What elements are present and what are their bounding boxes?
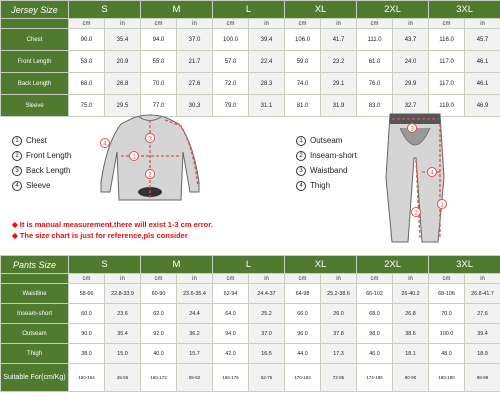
table-cell: 64-98: [285, 284, 321, 304]
pants-size-table: [0, 255, 500, 392]
unit-label: cm: [213, 274, 249, 284]
legend-label: Thigh: [310, 181, 331, 190]
unit-label: cm: [357, 274, 393, 284]
row-label: Front Length: [1, 51, 69, 73]
table-cell: 90.0: [69, 324, 105, 344]
size-label: S: [69, 1, 141, 19]
unit-label: in: [177, 274, 213, 284]
note-text: It is manual measurement,there will exist 1-3 cm error.: [19, 220, 213, 229]
unit-label: cm: [141, 274, 177, 284]
table-cell: 46.1: [465, 73, 500, 95]
diamond-icon: ◆: [12, 220, 18, 229]
table-cell: 79.0: [213, 95, 249, 117]
suitable-cell: 80-90: [393, 364, 429, 392]
table-cell: 46.1: [465, 51, 500, 73]
table-cell: 46.9: [465, 95, 500, 117]
number-circle-icon: 1: [296, 136, 306, 146]
row-label: Outseam: [1, 324, 69, 344]
table-cell: 92.0: [141, 324, 177, 344]
table-cell: 46.0: [357, 344, 393, 364]
svg-text:4: 4: [103, 141, 107, 148]
table-cell: 60.0: [69, 304, 105, 324]
jersey-size-table: [0, 0, 500, 117]
table-title: Pants Size: [1, 256, 69, 274]
table-cell: 45.7: [465, 29, 500, 51]
unit-label: in: [465, 19, 500, 29]
suitable-cell: 174-185: [357, 364, 393, 392]
table-cell: 38.0: [69, 344, 105, 364]
table-row: [1, 344, 500, 364]
table-cell: 48.0: [429, 344, 465, 364]
suitable-cell: 180-190: [429, 364, 465, 392]
table-cell: 62.0: [141, 304, 177, 324]
table-cell: 111.0: [357, 29, 393, 51]
table-cell: 100.0: [429, 324, 465, 344]
table-cell: 25.2: [249, 304, 285, 324]
pants-marker-2: [412, 208, 421, 217]
unit-row-label: [1, 19, 69, 29]
unit-label: in: [249, 274, 285, 284]
legend-label: Back Length: [26, 166, 71, 175]
table-cell: 66.0: [285, 304, 321, 324]
unit-label: cm: [357, 19, 393, 29]
row-label: Inseam-short: [1, 304, 69, 324]
row-label: Waistline: [1, 284, 69, 304]
table-cell: 94.0: [213, 324, 249, 344]
suitable-cell: 62-75: [249, 364, 285, 392]
pants-marker-4: [428, 168, 437, 177]
row-label: Sleeve: [1, 95, 69, 117]
legend-item: [12, 133, 71, 148]
table-cell: 62-94: [213, 284, 249, 304]
table-cell: 17.3: [321, 344, 357, 364]
table-cell: 64.0: [213, 304, 249, 324]
table-cell: 58-66: [69, 284, 105, 304]
unit-label: in: [105, 19, 141, 29]
legend-label: Waistband: [310, 166, 348, 175]
table-cell: 55.0: [141, 51, 177, 73]
unit-label: in: [465, 274, 500, 284]
legend-label: Chest: [26, 136, 47, 145]
svg-text:2: 2: [148, 172, 152, 179]
row-label: Thigh: [1, 344, 69, 364]
table-cell: 90.0: [69, 29, 105, 51]
table-cell: 44.0: [285, 344, 321, 364]
table-title: Jersey Size: [1, 1, 69, 19]
table-cell: 41.7: [321, 29, 357, 51]
legend-item: [12, 163, 71, 178]
table-cell: 24.4: [177, 304, 213, 324]
suitable-cell: 166-176: [213, 364, 249, 392]
table-cell: 27.6: [465, 304, 500, 324]
table-cell: 30.3: [177, 95, 213, 117]
table-cell: 74.0: [285, 73, 321, 95]
table-cell: 77.0: [141, 95, 177, 117]
legend-item: [296, 163, 357, 178]
unit-label: in: [393, 19, 429, 29]
table-cell: 59.0: [285, 51, 321, 73]
table-cell: 37.8: [321, 324, 357, 344]
table-cell: 15.7: [177, 344, 213, 364]
table-row: [1, 51, 500, 73]
table-cell: 116.0: [429, 29, 465, 51]
note-reference: [12, 230, 213, 241]
size-label: XL: [285, 1, 357, 19]
table-cell: 18.1: [393, 344, 429, 364]
size-header-row: [1, 256, 500, 274]
table-cell: 21.7: [177, 51, 213, 73]
unit-label: cm: [69, 19, 105, 29]
pants-measure-legend: [296, 133, 357, 193]
size-label: 3XL: [429, 256, 500, 274]
pants-illustration: [380, 108, 450, 248]
pants-table-body: [1, 256, 500, 392]
pants-marker-1: [438, 200, 447, 209]
unit-label: cm: [69, 274, 105, 284]
table-cell: 94.0: [141, 29, 177, 51]
note-measurement-error: [12, 219, 213, 230]
table-cell: 26-40.2: [393, 284, 429, 304]
size-label: XL: [285, 256, 357, 274]
size-label: S: [69, 256, 141, 274]
size-label: 3XL: [429, 1, 500, 19]
row-label: Back Length: [1, 73, 69, 95]
suitable-cell: 150-164: [69, 364, 105, 392]
table-row: [1, 29, 500, 51]
pants-marker-3: [408, 124, 417, 133]
table-cell: 26.8: [105, 73, 141, 95]
jersey-measure-legend: [12, 133, 71, 193]
unit-label: in: [177, 19, 213, 29]
table-cell: 70.0: [141, 73, 177, 95]
table-cell: 40.0: [141, 344, 177, 364]
unit-label: cm: [285, 274, 321, 284]
unit-label: in: [249, 19, 285, 29]
table-cell: 22.4: [249, 51, 285, 73]
number-circle-icon: 4: [12, 181, 22, 191]
size-header-row: [1, 1, 500, 19]
legend-item: [12, 178, 71, 193]
table-row: [1, 324, 500, 344]
jersey-marker-4: [101, 139, 110, 148]
table-cell: 39.4: [465, 324, 500, 344]
suitable-cell: 72-85: [321, 364, 357, 392]
suitable-cell: 45-55: [105, 364, 141, 392]
unit-label: cm: [429, 19, 465, 29]
table-cell: 31.9: [321, 95, 357, 117]
unit-row-label: [1, 274, 69, 284]
table-row: [1, 304, 500, 324]
unit-row: [1, 19, 500, 29]
table-cell: 32.7: [393, 95, 429, 117]
table-cell: 23.2: [321, 51, 357, 73]
number-circle-icon: 4: [296, 181, 306, 191]
table-cell: 22.8-33.9: [105, 284, 141, 304]
table-cell: 23.6: [105, 304, 141, 324]
legend-label: Sleeve: [26, 181, 51, 190]
legend-item: [296, 178, 357, 193]
table-cell: 26.8-41.7: [465, 284, 500, 304]
table-cell: 60-90: [141, 284, 177, 304]
suitable-cell: 55-62: [177, 364, 213, 392]
diamond-icon: ◆: [12, 231, 18, 240]
table-cell: 72.0: [213, 73, 249, 95]
legend-label: Front Length: [26, 151, 72, 160]
table-cell: 37.0: [177, 29, 213, 51]
table-cell: 68.0: [357, 304, 393, 324]
table-cell: 26.8: [393, 304, 429, 324]
table-cell: 119.0: [429, 95, 465, 117]
unit-label: in: [321, 19, 357, 29]
table-cell: 38.6: [393, 324, 429, 344]
svg-text:3: 3: [410, 126, 414, 133]
table-cell: 96.0: [285, 324, 321, 344]
table-cell: 75.0: [69, 95, 105, 117]
table-cell: 117.0: [429, 73, 465, 95]
suitable-cell: 170-182: [285, 364, 321, 392]
table-cell: 61.0: [357, 51, 393, 73]
table-cell: 70.0: [429, 304, 465, 324]
table-cell: 100.0: [213, 29, 249, 51]
unit-label: in: [393, 274, 429, 284]
size-label: L: [213, 1, 285, 19]
table-cell: 37.0: [249, 324, 285, 344]
table-cell: 29.1: [321, 73, 357, 95]
jersey-illustration: [95, 112, 205, 204]
unit-label: cm: [285, 19, 321, 29]
number-circle-icon: 1: [12, 136, 22, 146]
table-cell: 76.0: [357, 73, 393, 95]
number-circle-icon: 2: [296, 151, 306, 161]
table-cell: 29.5: [105, 95, 141, 117]
size-label: 2XL: [357, 1, 429, 19]
table-cell: 36.2: [177, 324, 213, 344]
jersey-marker-3: [146, 134, 155, 143]
table-cell: 98.0: [357, 324, 393, 344]
unit-label: cm: [213, 19, 249, 29]
table-cell: 24.4-37: [249, 284, 285, 304]
table-cell: 25.2-38.6: [321, 284, 357, 304]
size-label: L: [213, 256, 285, 274]
svg-text:3: 3: [148, 136, 152, 143]
suitable-label: Suitable For(cm/Kg): [1, 364, 69, 392]
suitable-cell: 88-98: [465, 364, 500, 392]
table-cell: 57.0: [213, 51, 249, 73]
jersey-marker-2: [146, 170, 155, 179]
table-cell: 68-106: [429, 284, 465, 304]
legend-item: [296, 133, 357, 148]
jersey-table-body: [1, 1, 500, 117]
table-cell: 23.6-35.4: [177, 284, 213, 304]
svg-text:2: 2: [414, 210, 418, 217]
table-cell: 26.0: [321, 304, 357, 324]
unit-label: in: [321, 274, 357, 284]
svg-text:1: 1: [440, 202, 444, 209]
table-cell: 20.9: [105, 51, 141, 73]
table-cell: 53.0: [69, 51, 105, 73]
table-cell: 68.0: [69, 73, 105, 95]
size-label: M: [141, 256, 213, 274]
size-label: M: [141, 1, 213, 19]
svg-text:1: 1: [132, 154, 136, 161]
table-cell: 117.0: [429, 51, 465, 73]
row-label: Chest: [1, 29, 69, 51]
unit-row: [1, 274, 500, 284]
table-cell: 106.0: [285, 29, 321, 51]
number-circle-icon: 3: [296, 166, 306, 176]
suitable-row: [1, 364, 500, 392]
table-cell: 31.1: [249, 95, 285, 117]
table-cell: 16.5: [249, 344, 285, 364]
suitable-cell: 160-172: [141, 364, 177, 392]
legend-label: Inseam-short: [310, 151, 357, 160]
table-cell: 81.0: [285, 95, 321, 117]
table-cell: 35.4: [105, 324, 141, 344]
unit-label: in: [105, 274, 141, 284]
legend-label: Outseam: [310, 136, 343, 145]
table-cell: 43.7: [393, 29, 429, 51]
size-label: 2XL: [357, 256, 429, 274]
note-text: The size chart is just for reference,pls consider: [19, 231, 188, 240]
jersey-marker-1: [130, 152, 139, 161]
unit-label: cm: [141, 19, 177, 29]
number-circle-icon: 3: [12, 166, 22, 176]
table-row: [1, 73, 500, 95]
legend-item: [12, 148, 71, 163]
table-cell: 29.9: [393, 73, 429, 95]
table-cell: 83.0: [357, 95, 393, 117]
table-cell: 66-102: [357, 284, 393, 304]
table-cell: 42.0: [213, 344, 249, 364]
legend-item: [296, 148, 357, 163]
table-cell: 15.0: [105, 344, 141, 364]
table-cell: 35.4: [105, 29, 141, 51]
table-row: [1, 284, 500, 304]
table-cell: 18.9: [465, 344, 500, 364]
table-cell: 27.6: [177, 73, 213, 95]
unit-label: cm: [429, 274, 465, 284]
svg-text:4: 4: [430, 170, 434, 177]
size-notes: [12, 219, 213, 241]
table-cell: 28.3: [249, 73, 285, 95]
table-cell: 39.4: [249, 29, 285, 51]
number-circle-icon: 2: [12, 151, 22, 161]
table-cell: 24.0: [393, 51, 429, 73]
